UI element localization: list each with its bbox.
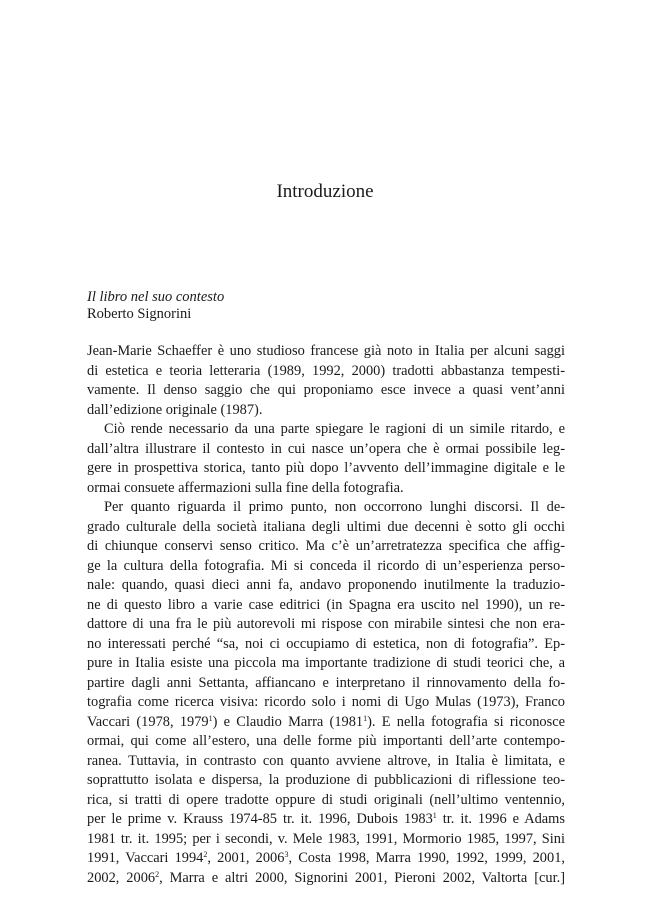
text-line: vamente. Il denso saggio che qui proponiamo esce invece a quasi vent’anni (87, 382, 565, 398)
text-line: pure in Italia esiste una piccola ma importante tradizione di studi teorici che, a (87, 655, 565, 671)
text-line: ormai consuete affermazioni sulla fine della fotografia. (87, 479, 404, 496)
text-line: per le prime v. Krauss 1974-85 tr. it. 1996, Dubois 1983$^1$ tr. it. 1996 e Adams (87, 811, 565, 827)
text-line: grado culturale della società italiana degli ultimi due decenni è sotto gli occhi (87, 518, 565, 535)
text-line: partire dagli anni Settanta, affiancano e interpretano il rinnovamento della fo- (87, 674, 565, 691)
text-line: no interessati perché “sa, noi ci occupiamo di estetica, non di fotografia”. Ep- (87, 635, 565, 652)
text-line: dall’edizione originale (1987). (87, 401, 263, 418)
text-line: 2002, 2006$^2$, Marra e altri 2000, Signorini 2001, Pieroni 2002, Valtorta [cur.] (87, 869, 565, 886)
text-line: rica, si tratti di opere tradotte oppure di studi originali (nell’ultimo ventennio, (87, 791, 565, 808)
section-title: Il libro nel suo contesto (87, 289, 225, 305)
text-line: Vaccari (1978, 1979$^1$) e Claudio Marra (1981$^1$). E nella fotografia si riconosce (87, 713, 565, 730)
text-line: nale: quando, quasi dieci anni fa, andavo proponendo inutilmente la traduzio- (87, 577, 565, 593)
text-line: Per quanto riguarda il primo punto, non occorrono lunghi discorsi. Il de- (104, 499, 565, 515)
text-line: 1981 tr. it. 1995; per i secondi, v. Mele 1983, 1991, Mormorio 1985, 1997, Sini (87, 830, 565, 847)
text-line: dattore di una fra le più autorevoli mi rispose con mirabile sintesi che non era- (87, 616, 565, 632)
body-text (87, 342, 565, 888)
text-line: 1991, Vaccari 1994$^2$, 2001, 2006$^3$, Costa 1998, Marra 1990, 1992, 1999, 2001, (87, 850, 565, 866)
text-line: di chiunque conservi senso critico. Ma c’è un’arretratezza specifica che affig- (87, 538, 565, 554)
text-line: Ciò rende necessario da una parte spiegare le ragioni di un simile ritardo, e (104, 421, 565, 437)
text-line: ranea. Tuttavia, in contrasto con quanto avviene altrove, in Italia è limitata, e (87, 752, 565, 769)
text-line: soprattutto isolata e dispersa, la produzione di pubblicazioni di riflessione teo- (87, 772, 565, 788)
text-line: ormai, qui come all’estero, una delle forme più importanti dell’arte contempo- (87, 733, 565, 749)
text-line: di estetica e teoria letteraria (1989, 1992, 2000) tradotti abbastanza tempesti- (87, 362, 565, 379)
text-line: gere in prospettiva storica, tanto più dopo l’avvento dell’immagine digitale e le (87, 460, 565, 476)
chapter-title: Introduzione (276, 181, 374, 202)
text-line: ne di questo libro a varie case editrici (in Spagna era uscito nel 1990), un re- (87, 596, 565, 613)
section-author: Roberto Signorini (87, 306, 192, 322)
text-line: dall’altra illustrare il contesto in cui nasce un’opera che è ormai possibile leg- (87, 440, 565, 457)
text-line: Jean-Marie Schaeffer è uno studioso francese già noto in Italia per alcuni saggi (87, 343, 565, 359)
text-line: tografia come ricerca visiva: ricordo solo i nomi di Ugo Mulas (1973), Franco (87, 694, 565, 710)
text-line: ge la cultura della fotografia. Mi si conceda il ricordo di un’esperienza perso- (87, 557, 565, 574)
